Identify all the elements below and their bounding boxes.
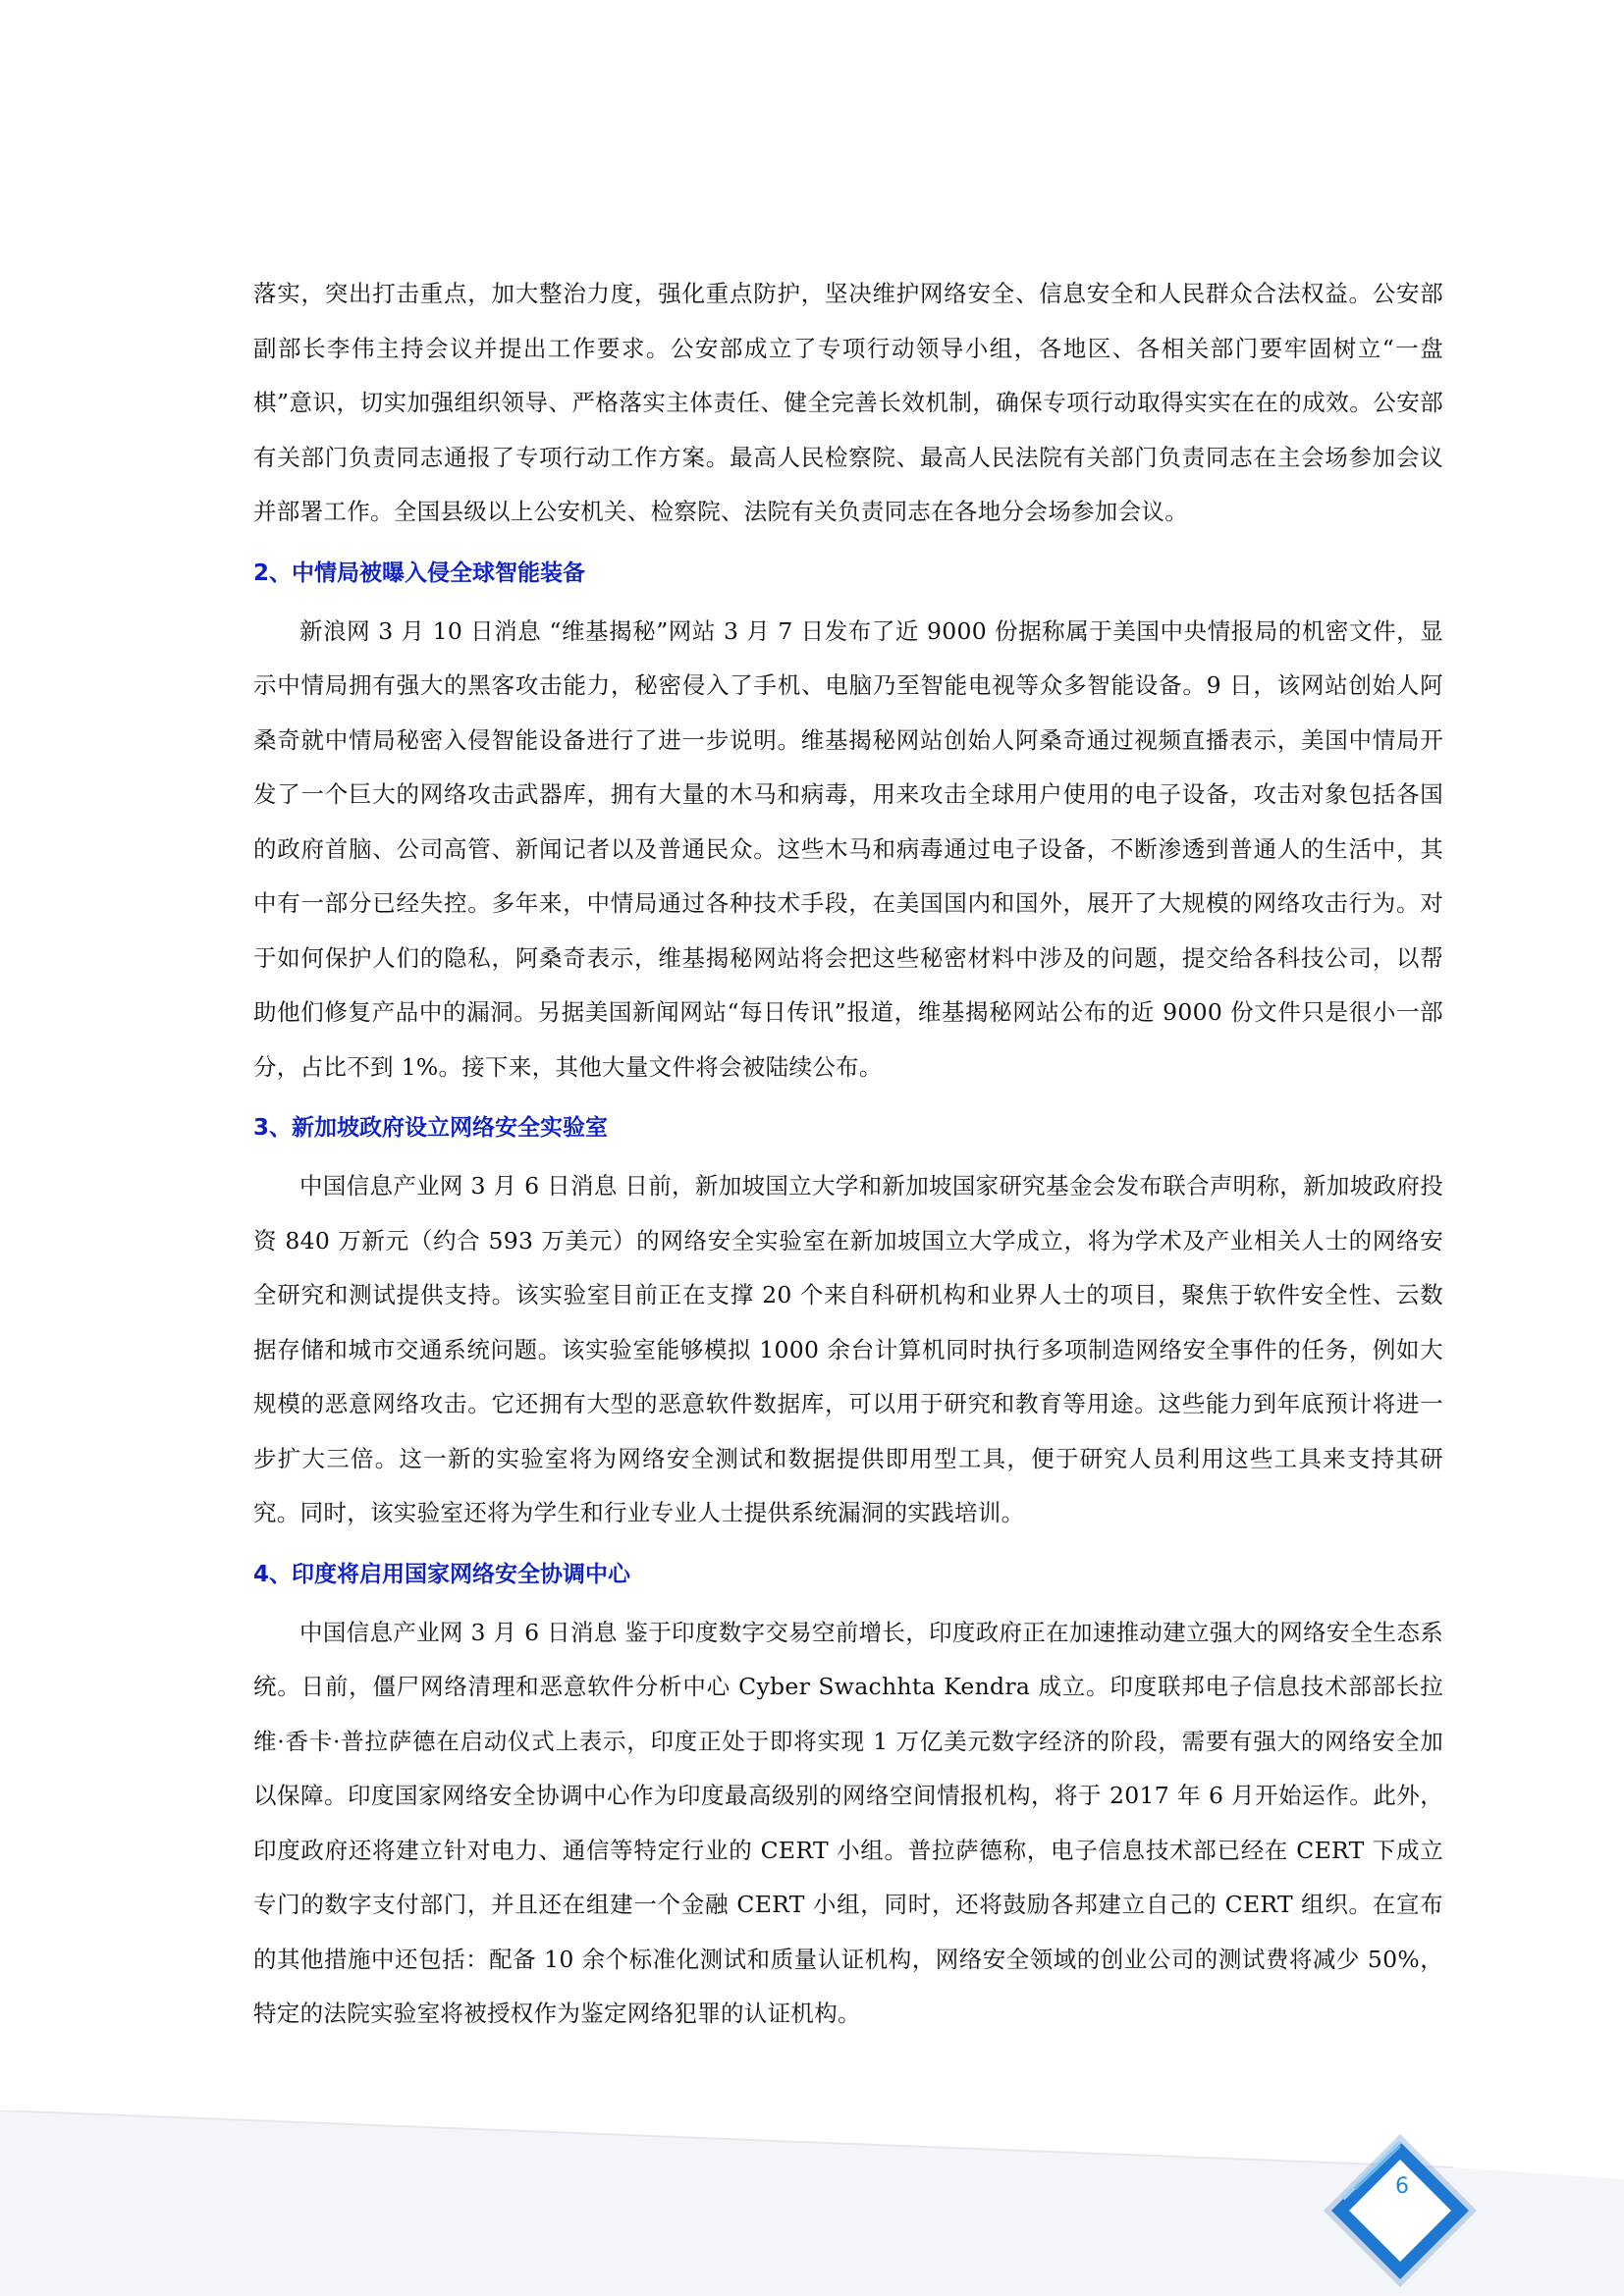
section-4 [253,1547,1443,2042]
section-heading: 4、印度将启用国家网络安全协调中心 [253,1561,631,1587]
article-body [253,267,1443,2042]
footer-decoration [0,2110,1624,2296]
section-body: 中国信息产业网 3 月 6 日消息 鉴于印度数字交易空前增长，印度政府正在加速推动建立强大的网络安全生态系统。日前，僵尸网络清理和恶意软件分析中心 Cyber Swachhta Kendra 成立。印度联邦电子信息技术部部长拉维·香卡·普拉萨德在启动仪式上表示，印度正处于即将实现 1 万亿美元数字经济的阶段，需要有强大的网络安全加以保障。印度国家网络安全协调中心作为印度最高级别的网络空间情报机构，将于 2017 年 6 月开始运作。此外，印度政府还将建立针对电力、通信等特定行业的 CERT 小组。普拉萨德称，电子信息技术部已经在 CERT 下成立专门的数字支付部门，并且还在组建一个金融 CERT 小组，同时，还将鼓励各邦建立自己的 CERT 组织。在宣布的其他措施中还包括：配备 10 余个标准化测试和质量认证机构，网络安全领域的创业公司的测试费将减少 50%，特定的法院实验室将被授权作为鉴定网络犯罪的认证机构。 [253,1618,1443,2027]
section-2 [253,546,1443,1095]
page-number: 6 [1395,2174,1409,2199]
section-body: 新浪网 3 月 10 日消息 “维基揭秘”网站 3 月 7 日发布了近 9000 份据称属于美国中央情报局的机密文件，显示中情局拥有强大的黑客攻击能力，秘密侵入了手机、电脑乃至智能电视等众多智能设备。9 日，该网站创始人阿桑奇就中情局秘密入侵智能设备进行了进一步说明。维基揭秘网站创始人阿桑奇通过视频直播表示，美国中情局开发了一个巨大的网络攻击武器库，拥有大量的木马和病毒，用来攻击全球用户使用的电子设备，攻击对象包括各国的政府首脑、公司高管、新闻记者以及普通民众。这些木马和病毒通过电子设备，不断渗透到普通人的生活中，其中有一部分已经失控。多年来，中情局通过各种技术手段，在美国国内和国外，展开了大规模的网络攻击行为。对于如何保护人们的隐私，阿桑奇表示，维基揭秘网站将会把这些秘密材料中涉及的问题，提交给各科技公司，以帮助他们修复产品中的漏洞。另据美国新闻网站“每日传讯”报道，维基揭秘网站公布的近 9000 份文件只是很小一部分，占比不到 1%。接下来，其他大量文件将会被陆续公布。 [253,616,1443,1081]
intro-paragraph: 落实，突出打击重点，加大整治力度，强化重点防护，坚决维护网络安全、信息安全和人民群众合法权益。公安部副部长李伟主持会议并提出工作要求。公安部成立了专项行动领导小组，各地区、各相关部门要牢固树立“一盘棋”意识，切实加强组织领导、严格落实主体责任、健全完善长效机制，确保专项行动取得实实在在的成效。公安部有关部门负责同志通报了专项行动工作方案。最高人民检察院、最高人民法院有关部门负责同志在主会场参加会议并部署工作。全国县级以上公安机关、检察院、法院有关负责同志在各地分会场参加会议。 [253,280,1443,525]
section-3 [253,1100,1443,1541]
section-body: 中国信息产业网 3 月 6 日消息 日前，新加坡国立大学和新加坡国家研究基金会发布联合声明称，新加坡政府投资 840 万新元（约合 593 万美元）的网络安全实验室在新加坡国立大学成立，将为学术及产业相关人士的网络安全研究和测试提供支持。该实验室目前正在支撑 20 个来自科研机构和业界人士的项目，聚焦于软件安全性、云数据存储和城市交通系统问题。该实验室能够模拟 1000 余台计算机同时执行多项制造网络安全事件的任务，例如大规模的恶意网络攻击。它还拥有大型的恶意软件数据库，可以用于研究和教育等用途。这些能力到年底预计将进一步扩大三倍。这一新的实验室将为网络安全测试和数据提供即用型工具，便于研究人员利用这些工具来支持其研究。同时，该实验室还将为学生和行业专业人士提供系统漏洞的实践培训。 [253,1172,1443,1526]
section-heading: 3、新加坡政府设立网络安全实验室 [253,1115,609,1141]
section-heading: 2、中情局被曝入侵全球智能装备 [253,560,586,586]
